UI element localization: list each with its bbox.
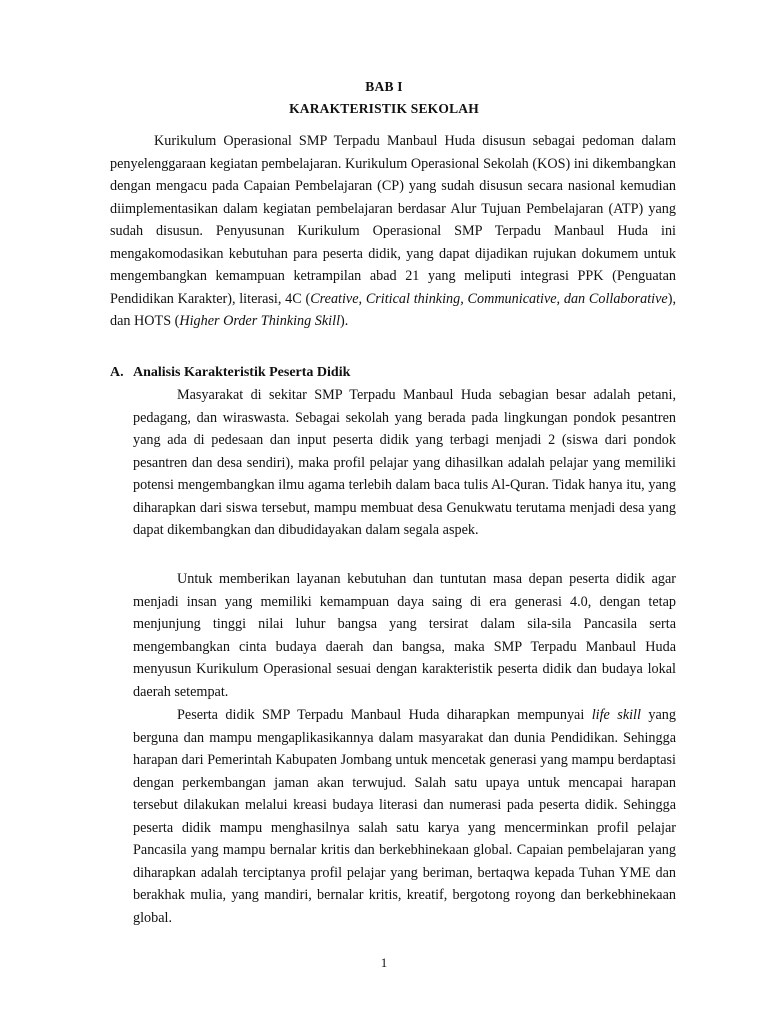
- section-a-paragraph-3: [133, 704, 676, 929]
- intro-text-1: Kurikulum Operasional SMP Terpadu Manbaul Huda disusun sebagai pedoman dalam penyelenggaraan kegiatan pembelajaran. Kurikulum Operasional Sekolah (KOS) ini dikembangkan dengan mengacu pada Capaian Pembelajaran (CP) yang sudah disusun secara nasional kemudian diimplementasikan dalam kegiatan pembelajaran berdasar Alur Tujuan Pembelajaran (ATP) yang sudah disusun. Penyusunan Kurikulum Operasional SMP Terpadu Manbaul Huda ini mengakomodasikan kebutuhan para peserta didik, yang dapat dijadikan rujukan dokumem untuk mengembangkan kemampuan ketrampilan abad 21 yang meliputi integrasi PPK (Penguatan Pendidikan Karakter), literasi, 4C (: [110, 133, 676, 307]
- intro-paragraph: [110, 130, 676, 333]
- section-a-number: A.: [110, 365, 124, 380]
- section-a-p3-italic-life-skill: life skill: [591, 707, 641, 723]
- section-a-paragraph-1: Masyarakat di sekitar SMP Terpadu Manbaul Huda sebagian besar adalah petani, pedagang, dan wiraswasta. Sebagai sekolah yang berada pada lingkungan pondok pesantren yang ada di pedesaan dan input peserta didik yang terbagi menjadi 2 (siswa dari pondok pesantren dan desa sendiri), maka profil pelajar yang dihasilkan adalah pelajar yang memiliki potensi mengembangkan ilmu agama terlebih dalam baca tulis Al-Quran. Tidak hanya itu, yang diharapkan dari siswa tersebut, mampu membuat desa Genukwatu terutama menjadi desa yang dapat dikembangkan dan dibudidayakan dalam segala aspek.: [133, 387, 676, 538]
- section-a-p3-text-2: yang berguna dan mampu mengaplikasikannya dalam masyarakat dan dunia Pendidikan. Sehingga harapan dari Pemerintah Kabupaten Jombang untuk mencetak generasi yang mampu berdaptasi dengan perkembangan jaman akan terwujud. Salah satu upaya untuk mencapai harapan tersebut dilakukan melalui kreasi budaya literasi dan numerasi pada peserta didik. Sehingga peserta didik mampu menghasilnya salah satu karya yang mencerminkan profil pelajar Pancasila yang mampu bernalar kritis dan berkebhinekaan global. Capaian pembelajaran yang diharapkan adalah terciptanya profil pelajar yang beriman, bertaqwa kepada Tuhan YME dan berakhak mulia, yang mandiri, bernalar kritis, kreatif, bergotong royong dan berkebhinekaan global.: [133, 707, 676, 926]
- chapter-heading: BAB I: [365, 79, 403, 94]
- chapter-title: KARAKTERISTIK SEKOLAH: [289, 101, 479, 116]
- intro-text-2: ), dan HOTS (: [110, 290, 676, 329]
- section-a-heading: [110, 362, 350, 384]
- intro-italic-4c: Creative, Critical thinking, Communicative, dan Collaborative: [310, 290, 668, 307]
- section-a-title: Analisis Karakteristik Peserta Didik: [133, 365, 351, 380]
- section-a-paragraph-2: Untuk memberikan layanan kebutuhan dan tuntutan masa depan peserta didik agar menjadi insan yang memiliki kemampuan daya saing di era generasi 4.0, dengan tetap menjunjung tinggi nilai luhur bangsa yang tersirat dalam sila-sila Pancasila serta mengembangkan cinta budaya daerah dan bangsa, maka SMP Terpadu Manbaul Huda menyusun Kurikulum Operasional sesuai dengan karakteristik peserta didik dan budaya lokal daerah setempat.: [133, 571, 676, 700]
- page-number: 1: [380, 955, 388, 970]
- section-a-p3-text-1: Peserta didik SMP Terpadu Manbaul Huda diharapkan mempunyai: [177, 707, 592, 723]
- intro-text-3: ).: [340, 313, 349, 329]
- intro-italic-hots: Higher Order Thinking Skill: [179, 313, 341, 329]
